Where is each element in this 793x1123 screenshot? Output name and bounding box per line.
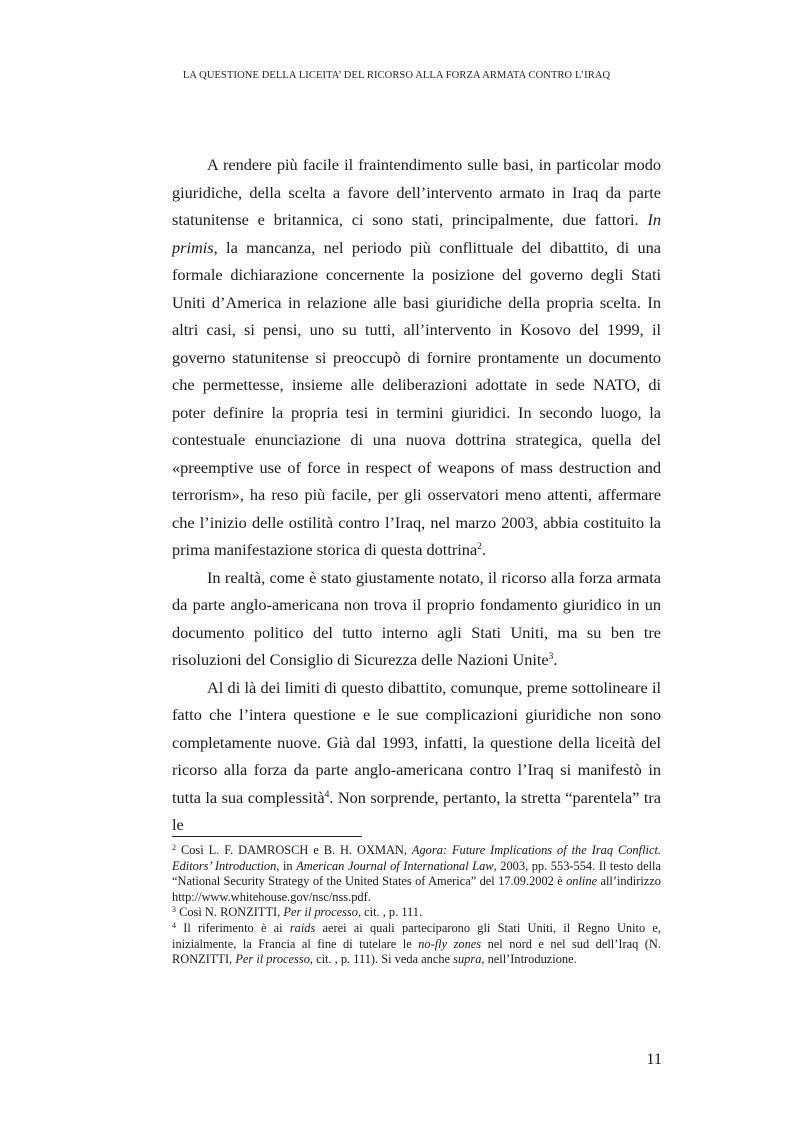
footnote-number: 4 [172,920,176,930]
footnote-ref-4[interactable]: 4 [324,789,330,800]
footnote-4: $^4$ Il riferimento è ai raids aerei ai quali parteciparono gli Stati Uniti, il Regno Unito e, inizialmente, la Francia al fine di tutelare le no-fly zones nel nord e nel sud dell’Iraq (N. RONZITTI, Per il processo, cit. , p. 111). Si veda anche supra, nell’Introduzione. [172,920,661,967]
footnote-ref-3[interactable]: 3 [548,652,554,662]
footnote-ref-2[interactable]: 2 [477,542,482,552]
paragraph-2: In realtà, come è stato giustamente notato, il ricorso alla forza armata da parte anglo-americana non trova il proprio fondamento giuridico in un documento politico del tutto interno agli Stati Uniti, ma su ben tre risoluzioni del Consiglio di Sicurezza delle Nazioni Unite$^3$. [172,567,661,669]
main-text [172,151,661,839]
footnote-number: 2 [172,843,176,852]
footnote-3: $^3$ Così N. RONZITTI, Per il processo, cit. , p. 111. [172,905,423,920]
page-number: 11 [646,1049,662,1068]
footnote-number: 3 [172,905,176,915]
footnotes [172,843,661,968]
paragraph-3: Al di là dei limiti di questo dibattito, comunque, preme sottolineare il fatto che l’intera questione e le sue complicazioni giuridiche non sono completamente nuove. Già dal 1993, infatti, la questione della liceità del ricorso alla forza da parte anglo-americana contro l’Iraq si manifestò in tutta la sua complessità$^4$. Non sorprende, pertanto, la stretta “parentela” tra le [172,677,662,834]
footnote-2: $^2$ Così L. F. DAMROSCH e B. H. OXMAN, Agora: Future Implications of the Iraq Conflict. Editors’ Introduction, in American Journal of International Law, 2003, pp. 553-554. Il testo della “National Security Strategy of the United States of America” del 17.09.2002 è online all’indirizzo http://www.whitehouse.gov/nsc/nss.pdf. [172,843,661,904]
paragraph-1: A rendere più facile il fraintendimento sulle basi, in particolar modo giuridiche, della scelta a favore dell’intervento armato in Iraq da parte statunitense e britannica, ci sono stati, principalmente, due fattori. In primis, la mancanza, nel periodo più conflittuale del dibattito, di una formale dichiarazione concernente la posizione del governo degli Stati Uniti d’America in relazione alle basi giuridiche della propria scelta. In altri casi, si pensi, uno su tutti, all’intervento in Kosovo del 1999, il governo statunitense si preoccupò di fornire prontamente un documento che permettesse, insieme alle deliberazioni adottate in sede NATO, di poter definire la propria tesi in termini giuridici. In secondo luogo, la contestuale enunciazione di una nuova dottrina strategica, quella del «preemptive use of force in respect of weapons of mass destruction and terrorism», ha reso più facile, per gli osservatori meno attenti, affermare che l’inizio delle ostilità contro l’Iraq, nel marzo 2003, abbia costituito la prima manifestazione storica di questa dottrina$^2$. [172,155,661,559]
running-header: LA QUESTIONE DELLA LICEITA’ DEL RICORSO ALLA FORZA ARMATA CONTRO L’IRAQ [182,70,611,81]
footnote-separator [172,836,362,837]
